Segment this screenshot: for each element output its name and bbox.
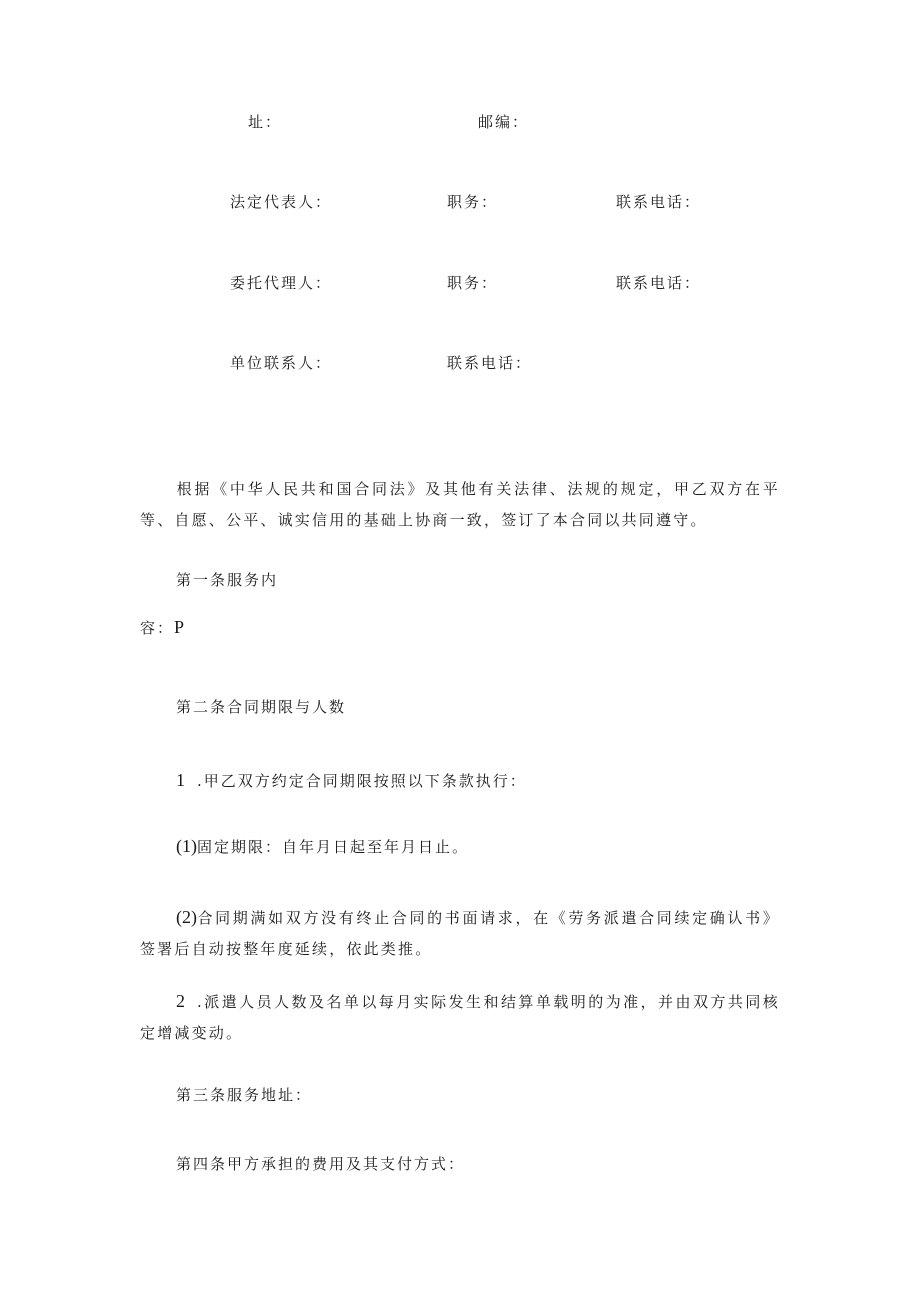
article2-sub1 [176,836,469,857]
contact-phone-label: 联系电话： [447,354,533,372]
preamble-text: 根据《中华人民共和国合同法》及其他有关法律、法规的规定，甲乙双方在平等、自愿、公平、诚实信用的基础上协商一致，签订了本合同以共同遵守。 [140,480,780,529]
article2-sub2-text: 合同期满如双方没有终止合同的书面请求，在《劳务派遣合同续定确认书》签署后自动按整年度延续，依此类推。 [140,909,780,958]
article1-content [140,617,184,638]
agent-label: 委托代理人： [230,274,333,292]
legal-rep-label: 法定代表人： [230,193,333,211]
article2-item1 [176,770,527,791]
preamble-paragraph [140,474,780,536]
article2-sub1-number: (1) [176,836,197,856]
legal-rep-phone-label: 联系电话： [616,193,702,211]
article2-sub2-number: (2) [176,907,197,927]
address-label: 址： [248,113,283,131]
article2-title: 第二条合同期限与人数 [176,698,347,716]
contact-label: 单位联系人： [230,354,333,372]
article4-title: 第四条甲方承担的费用及其支付方式： [176,1155,466,1173]
article2-item2 [140,986,780,1049]
article1-content-value: P [174,617,185,637]
agent-phone-label: 联系电话： [616,274,702,292]
article2-sub2 [140,902,780,965]
article3-title: 第三条服务地址： [176,1086,313,1104]
agent-position-label: 职务： [447,274,499,292]
article2-sub1-text: 固定期限：自年月日起至年月日止。 [197,838,470,856]
article2-item1-text: .甲乙双方约定合同期限按照以下条款执行： [197,772,527,790]
postcode-label: 邮编： [478,113,530,131]
article1-title: 第一条服务内 [176,571,279,589]
article2-item2-number: 2 [176,991,185,1011]
article2-item2-text: .派遣人员人数及名单以每月实际发生和结算单载明的为准，并由双方共同核定增减变动。 [140,993,780,1042]
legal-rep-position-label: 职务： [447,193,499,211]
article1-content-prefix: 容： [140,619,175,637]
article2-item1-number: 1 [176,770,185,790]
